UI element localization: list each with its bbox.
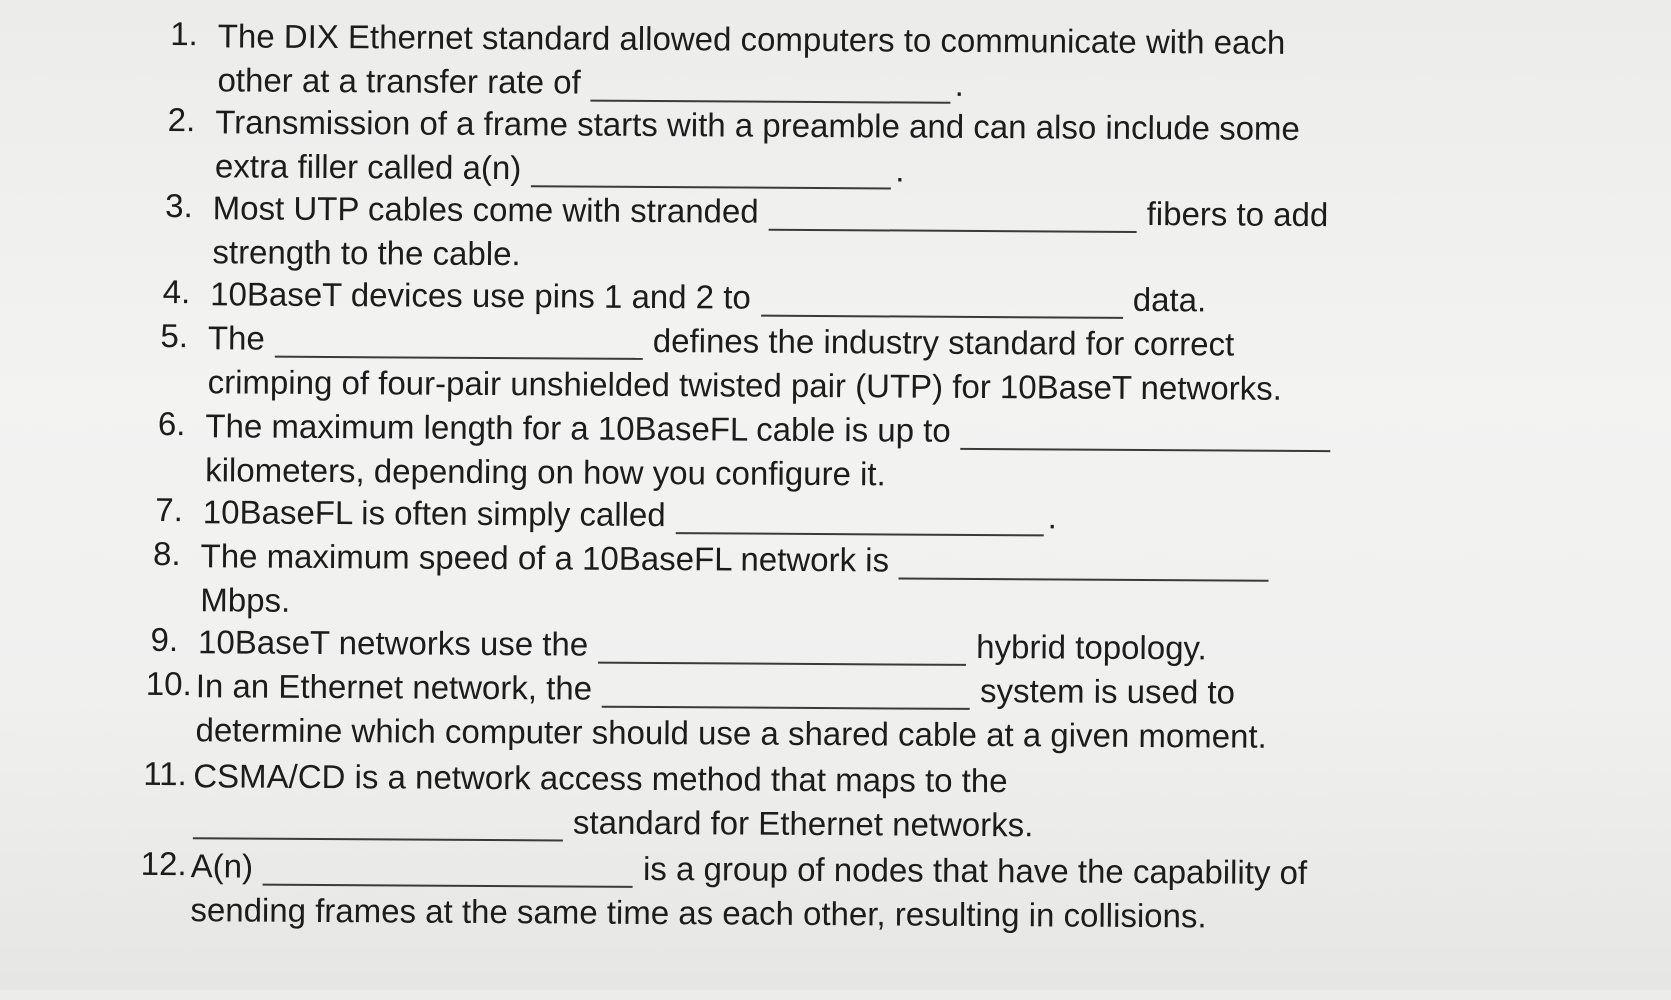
answer-blank[interactable]	[602, 676, 970, 710]
question-number: 6.	[157, 404, 186, 443]
question-number: 3.	[165, 187, 193, 225]
question-number: 12.	[140, 844, 187, 883]
question-text: Transmission of a frame starts with a preamble and can also include some	[215, 103, 1300, 147]
question-number: 10.	[145, 664, 192, 703]
worksheet: 1. The DIX Ethernet standard allowed computers to communicate with each other at a transfer rate of . 2. Transmission of a frame starts with a preamble and can also include some extra filler called a(n) . 3. Most UTP cables come with stranded fibers to add strength to the cable. 4. 10BaseT devices use pins 1 and 2 to data. 5. The defines the industry standard for correct crimping of four-pair unshielded twisted pair (UTP) for 10BaseT networks. 6. The maximum length for a 10BaseFL cable is up to kilometers, depending on how you configure it. 7. 10BaseFL is often simply called . 8. The maximum speed of a 10BaseFL network is Mbps. 9. 10BaseT networks use the hybrid topology. 10. In an Ethernet network, the system is used to determine which computer should use a shared cable at a given moment. 11. CSMA/CD is a network access method that maps to the standard for Ethernet networks. 12. A(n) is a group of nodes that have the capability of sending frames at the same time as each other, resulting in collisions.	[0, 0, 1671, 1000]
answer-blank[interactable]	[961, 418, 1331, 452]
answer-blank[interactable]	[531, 155, 891, 189]
question-number: 7.	[155, 490, 184, 529]
question-text: The maximum length for a 10BaseFL cable is up to	[205, 407, 951, 449]
question-text: Most UTP cables come with stranded	[212, 189, 759, 230]
answer-blank[interactable]	[598, 632, 966, 666]
question-text: sending frames at the same time as each other, resulting in collisions.	[190, 891, 1207, 935]
question-text: determine which computer should use a shared cable at a given moment.	[195, 711, 1267, 755]
question-text: The DIX Ethernet standard allowed computers to communicate with each	[217, 17, 1286, 61]
question-text: The maximum speed of a 10BaseFL network is	[200, 537, 890, 579]
question-number: 9.	[150, 620, 179, 659]
question-text: A(n)	[190, 847, 254, 885]
question-text: CSMA/CD is a network access method that maps to the	[193, 757, 1008, 800]
question-text: In an Ethernet network, the	[195, 667, 593, 707]
question-text: crimping of four-pair unshielded twisted pair (UTP) for 10BaseT networks.	[207, 363, 1282, 407]
question-text: 10BaseFL is often simply called	[202, 493, 666, 534]
answer-blank[interactable]	[591, 70, 951, 104]
question-text: hybrid topology.	[976, 627, 1207, 667]
question-text: is a group of nodes that have the capability of	[642, 849, 1308, 892]
question-text: 10BaseT devices use pins 1 and 2 to	[210, 275, 751, 316]
question-text: Mbps.	[200, 581, 291, 619]
question-number: 1.	[170, 15, 198, 53]
question-text: system is used to	[979, 672, 1236, 711]
question-text: data.	[1132, 280, 1207, 319]
question-text: The	[207, 319, 265, 357]
answer-blank[interactable]	[193, 807, 563, 841]
question-text: other at a transfer rate of	[217, 61, 581, 101]
question-number: 8.	[152, 534, 181, 573]
answer-blank[interactable]	[263, 854, 633, 888]
question-text: defines the industry standard for correct	[652, 321, 1235, 363]
answer-blank[interactable]	[899, 548, 1269, 582]
answer-blank[interactable]	[769, 199, 1137, 233]
question-text: standard for Ethernet networks.	[572, 803, 1034, 844]
answer-blank[interactable]	[761, 285, 1123, 319]
question-number: 4.	[162, 272, 191, 311]
question-number: 11.	[143, 754, 187, 793]
question-number: 5.	[160, 316, 189, 355]
answer-blank[interactable]	[275, 326, 643, 360]
question-text: 10BaseT networks use the	[197, 623, 589, 663]
question-text: extra filler called a(n)	[214, 147, 522, 187]
question-number: 2.	[167, 101, 196, 139]
answer-blank[interactable]	[676, 502, 1044, 536]
question-text: strength to the cable.	[212, 233, 521, 273]
question-text: kilometers, depending on how you configure it.	[205, 451, 886, 493]
question-text: fibers to add	[1146, 195, 1329, 234]
